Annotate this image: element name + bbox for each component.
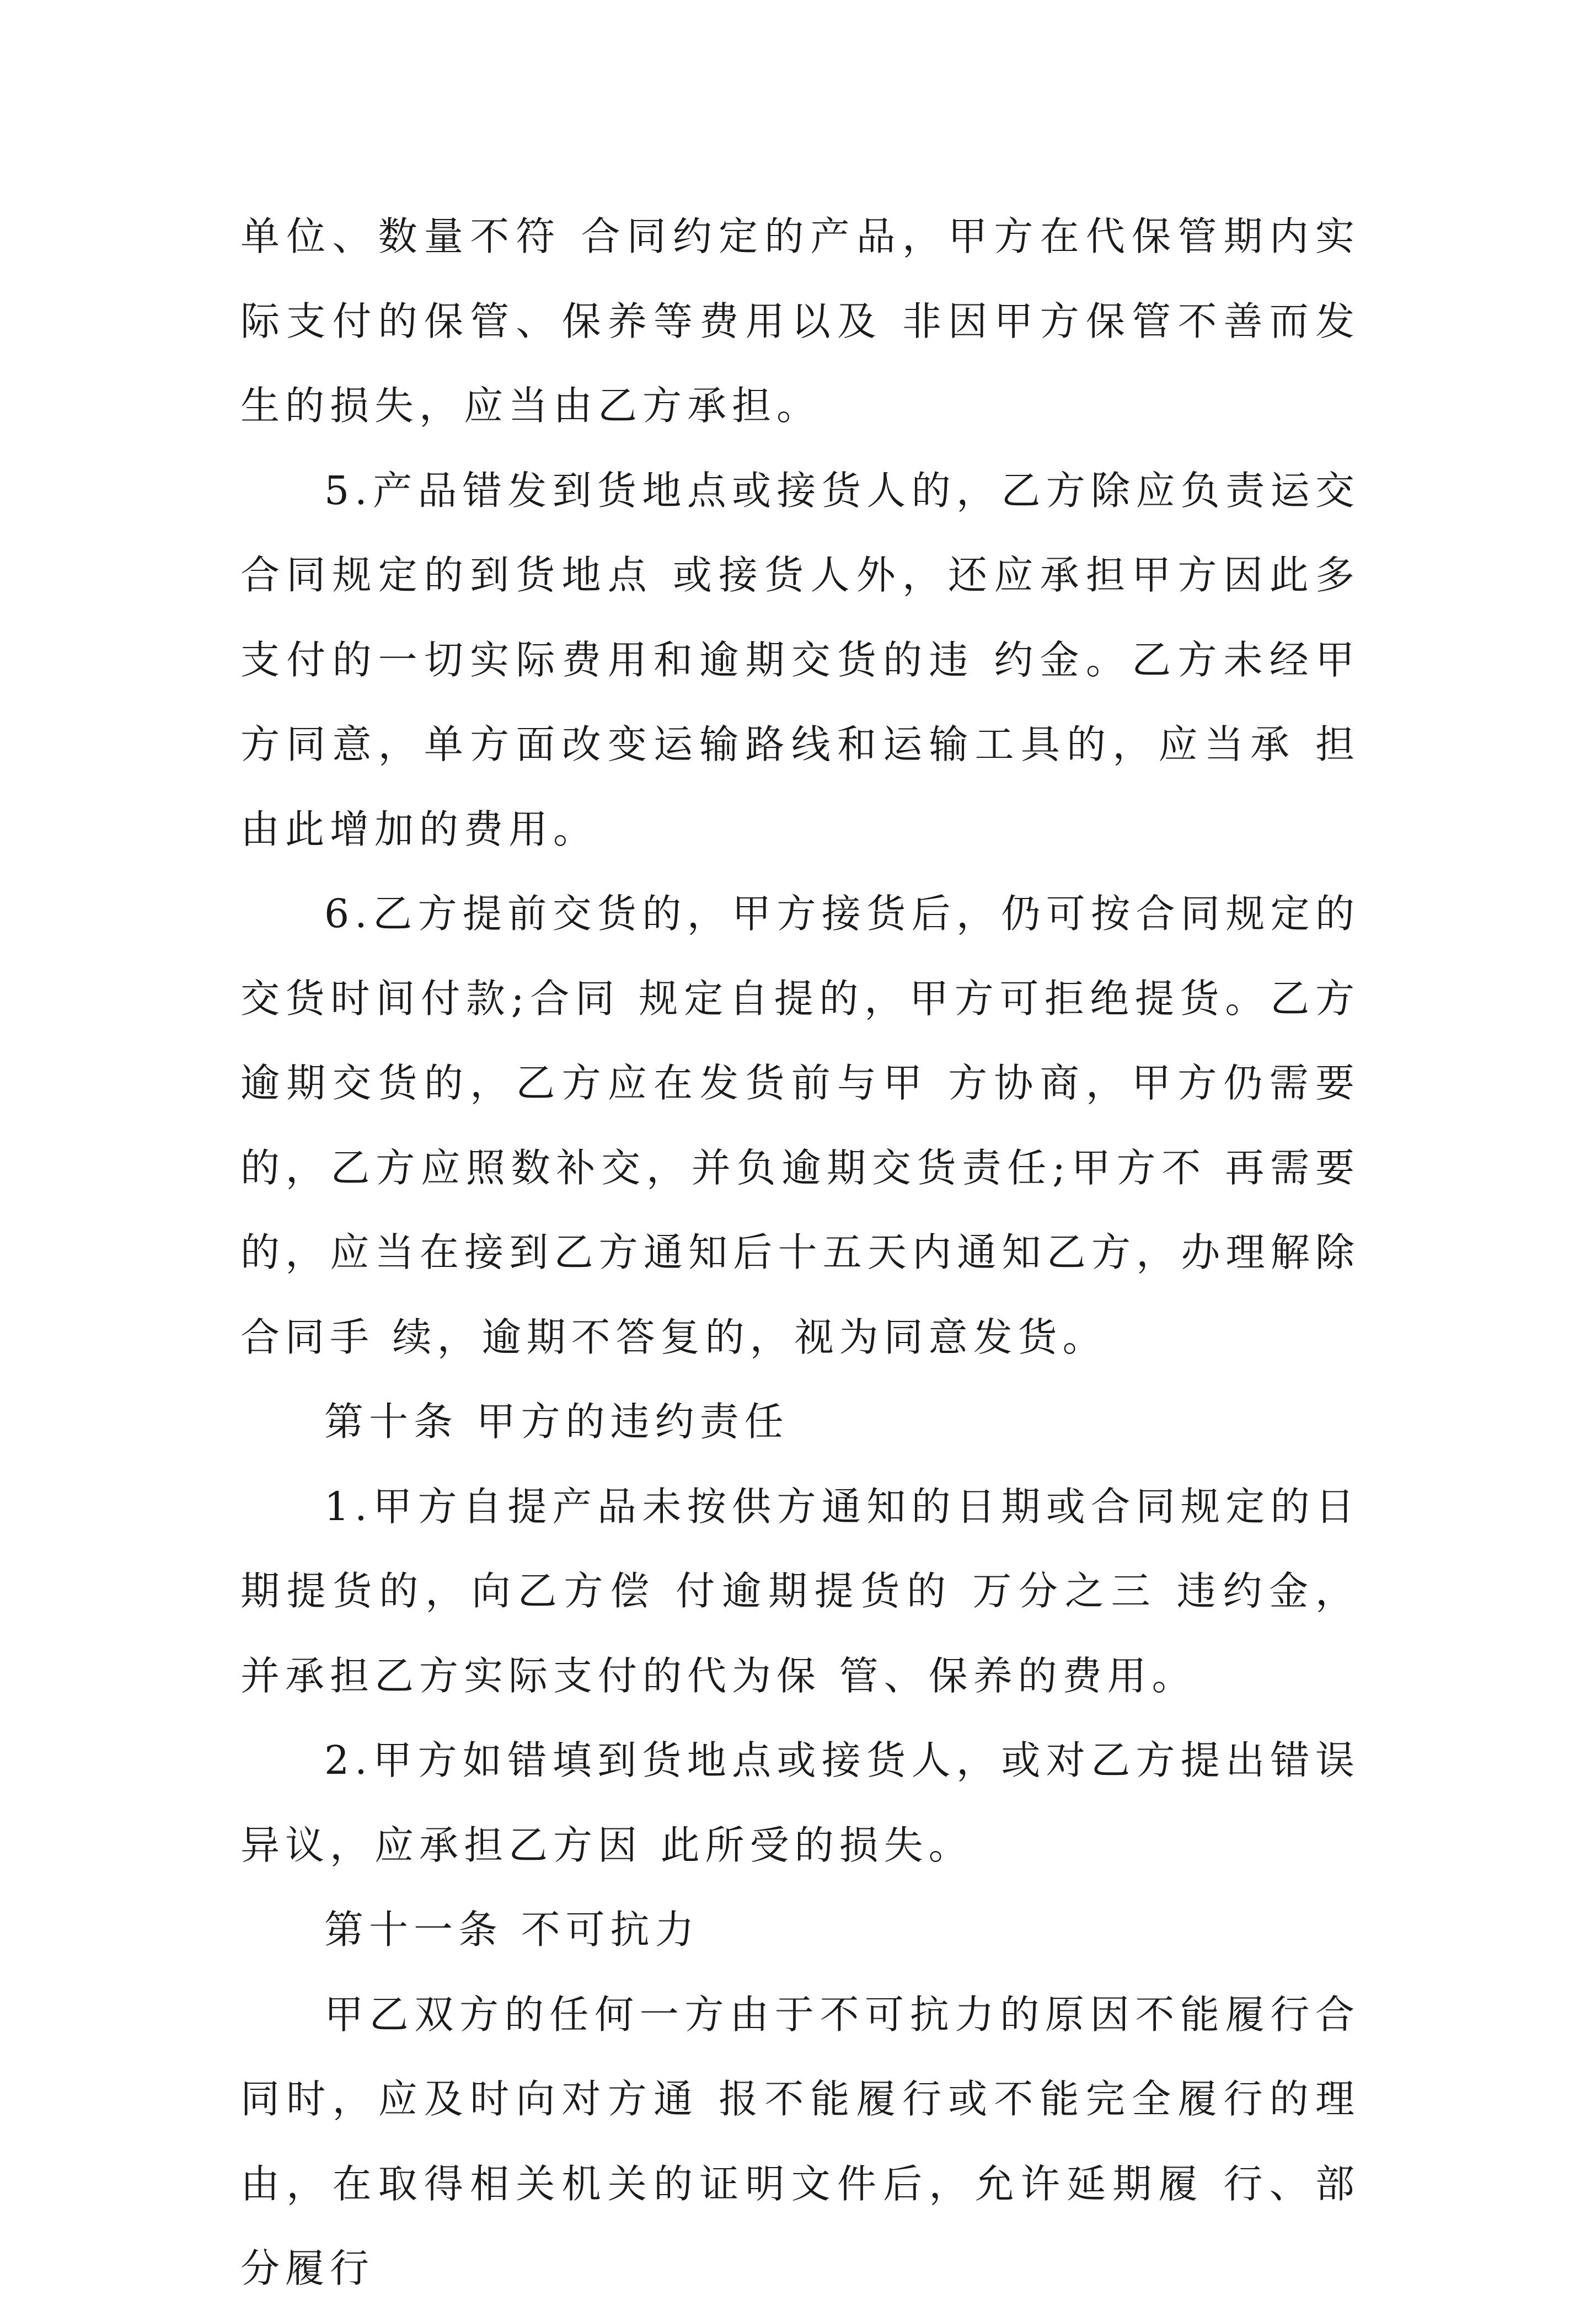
- paragraph-clause-5: 5.产品错发到货地点或接货人的，乙方除应负责运交合同规定的到货地点 或接货人外，还应承担甲方因此多支付的一切实际费用和逾期交货的违 约金。乙方未经甲方同意，单方面改变运输路线和运输工具的，应当承 担由此增加的费用。: [240, 467, 1360, 852]
- section-heading-article-11: 第十一条 不可抗力: [324, 1907, 700, 1952]
- paragraph-clause-6: 6.乙方提前交货的，甲方接货后，仍可按合同规定的交货时间付款;合同 规定自提的，甲方可拒绝提货。乙方逾期交货的，乙方应在发货前与甲 方协商，甲方仍需要的，乙方应照数补交，并负逾期交货责任;甲方不 再需要的，应当在接到乙方通知后十五天内通知乙方，办理解除合同手 续，逾期不答复的，视为同意发货。: [240, 891, 1360, 1360]
- section-heading-article-10: 第十条 甲方的违约责任: [324, 1399, 789, 1445]
- paragraph-continuation: 单位、数量不符 合同约定的产品，甲方在代保管期内实际支付的保管、保养等费用以及 非因甲方保管不善而发生的损失，应当由乙方承担。: [240, 213, 1360, 429]
- paragraph-article-10-item-1: 1.甲方自提产品未按供方通知的日期或合同规定的日期提货的，向乙方偿 付逾期提货的 万分之三 违约金，并承担乙方实际支付的代为保 管、保养的费用。: [240, 1483, 1360, 1699]
- document-body: [240, 194, 1360, 2311]
- paragraph-article-10-item-2: 2.甲方如错填到货地点或接货人，或对乙方提出错误异议，应承担乙方因 此所受的损失。: [240, 1737, 1360, 1868]
- paragraph-article-11-body: 甲乙双方的任何一方由于不可抗力的原因不能履行合同时，应及时向对方通 报不能履行或不能完全履行的理由，在取得相关机关的证明文件后，允许延期履 行、部分履行: [240, 1991, 1360, 2291]
